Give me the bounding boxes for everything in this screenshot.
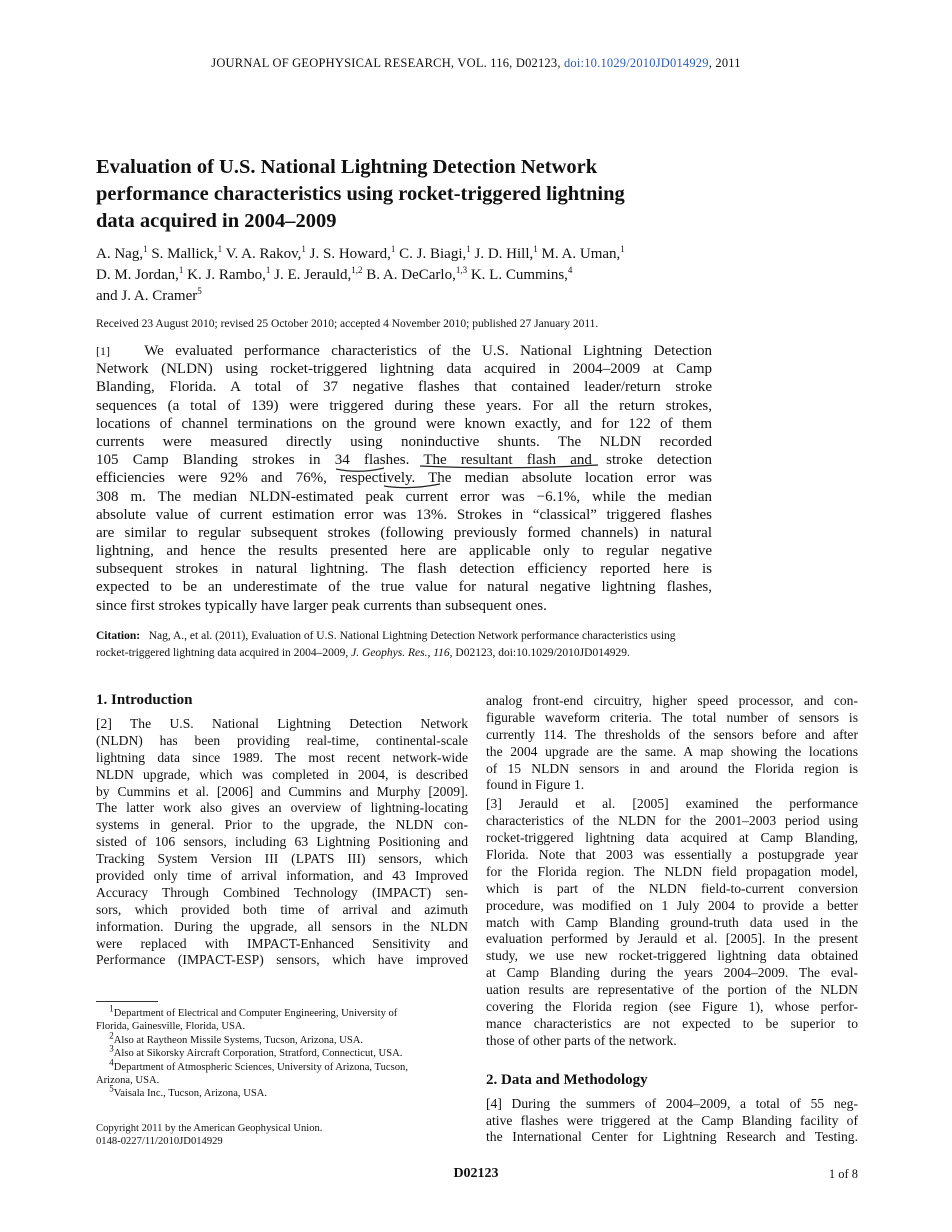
abstract-line: [1] We evaluated performance characteristics of the U.S. National Lightning Detection [96, 343, 713, 359]
author: M. A. Uman,$^1$ [541, 244, 625, 262]
footnote: $^4$Department of Atmospheric Sciences, University of Arizona, Tucson, [109, 1057, 408, 1073]
footnote: $^3$Also at Sikorsky Aircraft Corporation, Stratford, Connecticut, USA. [109, 1043, 403, 1060]
title-line: Evaluation of U.S. National Lightning Detection Network [96, 156, 598, 178]
body-line: lightning data since 1989. The most recent network-wide [96, 749, 468, 765]
body-line: analog front-end circuitry, higher speed processor, and con- [486, 693, 858, 708]
abstract-line: currents were measured directly using noninductive shunts. The NLDN recorded [96, 433, 712, 450]
journal-name: JOURNAL OF GEOPHYSICAL RESEARCH, VOL. 116, D02123, [211, 56, 561, 70]
abstract-line: expected to be an underestimate of the true value for natural negative lightning flashes, [96, 579, 712, 596]
body-line: evaluation performed by Jerauld et al. [2005]. In the present [486, 931, 858, 947]
body-line: characteristics of the NLDN for the 2001–2003 period using [486, 813, 858, 829]
body-line: were replaced with IMPACT-Enhanced Sensitivity and [96, 935, 468, 951]
body-line: Performance (IMPACT-ESP) sensors, which have improved [96, 952, 468, 968]
footnote-rule [96, 1001, 158, 1002]
page-number: 1 of 8 [828, 1167, 858, 1181]
section-heading-introduction: 1. Introduction [96, 692, 193, 708]
column-right [486, 693, 858, 1146]
body-line: match with Camp Blanding ground-truth data used in the [486, 914, 858, 930]
body-line: [2] The U.S. National Lightning Detection Network [96, 716, 468, 731]
body-line: study, we use new rocket-triggered lightning data obtained [486, 948, 858, 964]
footnote: $^5$Vaisala Inc., Tucson, Arizona, USA. [109, 1083, 268, 1100]
body-line: figurable waveform criteria. The total number of sensors is [486, 709, 858, 725]
body-line: at Camp Blanding during the years 2004–2009. The eval- [486, 965, 858, 981]
body-line: the 2004 upgrade are the same. A map showing the locations [486, 743, 858, 759]
body-line: of 15 NLDN sensors in and around the Florida region is [486, 760, 858, 776]
underline-flashes [336, 468, 384, 471]
abstract-line: absolute value of current estimation error was 13%. Strokes in “classical” triggered flashes [96, 506, 712, 523]
footnote: Arizona, USA. [96, 1075, 160, 1087]
body-line: currently 114. The thresholds of the sensors before and after [486, 726, 858, 742]
author: J. D. Hill,$^1$ [474, 244, 538, 262]
body-line: Florida. Note that 2003 was essentially a postupgrade year [486, 847, 858, 863]
body-line: by Cummins et al. [2006] and Cummins and Murphy [2009]. [96, 783, 468, 799]
column-left [96, 690, 468, 969]
title-line: performance characteristics using rocket-triggered lightning [96, 183, 625, 205]
body-line: those of other parts of the network. [486, 1032, 677, 1048]
journal-year: , 2011 [708, 56, 741, 70]
author: B. A. DeCarlo,$^{1,3}$ [366, 265, 468, 283]
body-line: NLDN upgrade, which was completed in 2004, is described [96, 766, 468, 782]
abstract-line: Blanding, Florida. A total of 37 negative flashes that contained leader/return stroke [96, 379, 712, 396]
citation-label: Citation: [96, 630, 141, 642]
body-line: mance characteristics are not expected to be superior to [486, 1015, 858, 1031]
abstract-line: are similar to regular subsequent strokes (following previously formed channels) in natural [96, 524, 712, 541]
body-line: The latter work also gives an overview of lightning-locating [96, 800, 468, 816]
citation: Citation: Nag, A., et al. (2011), Evaluation of U.S. National Lightning Detection Network performance characteristics using rocket-triggered lightning data acquired in 2004–2009, J. Geophys. Res., 116, D02123, doi:10.1029/2010JD014929. [96, 630, 676, 659]
body-line: [3] Jerauld et al. [2005] examined the performance [486, 796, 858, 812]
title-line: data acquired in 2004–2009 [96, 210, 337, 232]
body-line: procedure, was modified on 1 July 2004 to provide a better [486, 897, 858, 913]
abstract-line: 105 Camp Blanding strokes in 34 flashes. The resultant flash and stroke detection [96, 452, 712, 469]
body-line: [4] During the summers of 2004–2009, a total of 55 neg- [486, 1095, 858, 1111]
footnote: $^2$Also at Raytheon Missile Systems, Tucson, Arizona, USA. [109, 1030, 364, 1046]
abstract-line: Network (NLDN) using rocket-triggered lightning data acquired in 2004–2009 at Camp [96, 361, 712, 378]
abstract-line: locations of channel terminations on the ground were known exactly, and for 122 of them [96, 415, 712, 432]
body-line: which is part of the NLDN field-to-current conversion [486, 880, 858, 896]
citation-volume: 116 [433, 647, 450, 659]
affiliation-footnotes [96, 1001, 468, 1101]
citation-journal: J. Geophys. Res. [351, 647, 428, 659]
citation-text: Nag, A., et al. (2011), Evaluation of U.S. National Lightning Detection Network performance characteristics using [148, 630, 676, 642]
body-line: (NLDN) has been providing real-time, continental-scale [96, 732, 468, 748]
author: D. M. Jordan,$^1$ [96, 265, 184, 283]
body-line: covering the Florida region (see Figure 1), whose perfor- [486, 999, 858, 1015]
author: S. Mallick,$^1$ [151, 244, 223, 262]
copyright: Copyright 2011 by the American Geophysical Union. 0148-0227/11/2010JD014929 [96, 1123, 323, 1147]
footnote: Florida, Gainesville, Florida, USA. [96, 1021, 246, 1033]
author: J. E. Jerauld,$^{1,2}$ [274, 265, 363, 283]
body-line: uation results are representative of the portion of the NLDN [486, 982, 858, 998]
body-line: information. During the upgrade, all sensors in the NLDN [96, 918, 468, 934]
abstract-line: efficiencies were 92% and 76%, respectively. The median absolute location error was [96, 470, 712, 487]
body-line: sors, which provided both time of arrival and azimuth [96, 901, 468, 917]
author: K. J. Rambo,$^1$ [187, 265, 271, 283]
author: C. J. Biagi,$^1$ [399, 244, 471, 262]
author: J. S. Howard,$^1$ [309, 244, 396, 262]
body-line: systems in general. Prior to the upgrade, the NLDN con- [96, 817, 468, 833]
body-line: sisted of 106 sensors, including 63 Lightning Positioning and [96, 834, 468, 850]
section-heading-data-methodology: 2. Data and Methodology [486, 1071, 648, 1088]
doi-link[interactable]: doi:10.1029/2010JD014929 [563, 56, 709, 70]
author: A. Nag,$^1$ [96, 244, 148, 262]
body-line: the International Center for Lightning Research and Testing. [486, 1129, 858, 1145]
abstract-line: since first strokes typically have larger peak currents than subsequent ones. [96, 597, 547, 614]
author: V. A. Rakov,$^1$ [225, 244, 306, 262]
abstract-line: 308 m. The median NLDN-estimated peak current error was −6.1%, while the median [96, 488, 712, 505]
body-line: for the Florida region. The NLDN field propagation model, [486, 863, 858, 879]
page-identifier: D02123 [453, 1166, 499, 1181]
author: K. L. Cummins,$^4$ [470, 265, 573, 283]
body-line: provided only time of arrival information, and 43 Improved [96, 868, 468, 884]
abstract-line: subsequent strokes in natural lightning. The flash detection efficiency reported here is [96, 561, 712, 578]
body-line: ative flashes were triggered at the Camp Blanding facility of [486, 1112, 858, 1128]
body-line: Accuracy Through Combined Technology (IMPACT) sen- [96, 884, 468, 900]
body-line: found in Figure 1. [486, 777, 585, 793]
footnote: $^1$Department of Electrical and Computer Engineering, University of [109, 1003, 398, 1019]
underline-respectively [384, 484, 440, 488]
body-line: rocket-triggered lightning data acquired at Camp Blanding, [486, 830, 858, 846]
underline-resultant-flash-and-stroke [420, 465, 598, 468]
body-line: Tracking System Version III (LPATS III) sensors, which [96, 851, 468, 867]
received-dates: Received 23 August 2010; revised 25 October 2010; accepted 4 November 2010; published 27 January 2011. [96, 318, 599, 330]
paragraph-number: [1] [96, 344, 110, 358]
abstract-line: sequences (a total of 139) were triggered during these years. For all the return strokes, [96, 397, 712, 414]
author: and J. A. Cramer$^5$ [96, 286, 202, 304]
abstract-line: lightning, and hence the results presented here are applicable only to regular negative [96, 543, 712, 560]
